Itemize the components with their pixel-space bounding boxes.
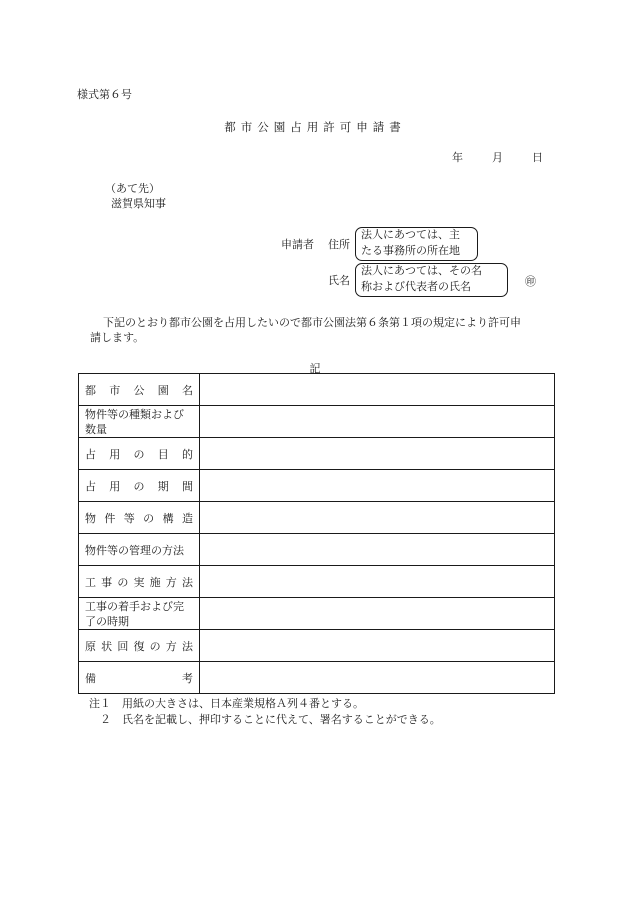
input-cell-remarks[interactable] bbox=[200, 662, 555, 694]
form-number: 様式第６号 bbox=[77, 88, 132, 101]
addressee-label: （あて先） bbox=[105, 182, 160, 195]
table-row bbox=[79, 374, 555, 406]
row-label-park-name: 都 市 公 園 名 bbox=[79, 374, 200, 406]
addressee-name: 滋賀県知事 bbox=[111, 197, 166, 210]
row-label-construction-timing: 工事の着手および完 了の時期 bbox=[79, 598, 200, 630]
input-cell-management[interactable] bbox=[200, 534, 555, 566]
row-label-purpose: 占 用 の 目 的 bbox=[79, 438, 200, 470]
input-cell-period[interactable] bbox=[200, 470, 555, 502]
row-label-remarks: 備 考 bbox=[79, 662, 200, 694]
table-row bbox=[79, 470, 555, 502]
address-label: 住所 bbox=[328, 238, 350, 251]
input-cell-structure[interactable] bbox=[200, 502, 555, 534]
name-note-1: 法人にあつては、その名 bbox=[361, 264, 482, 277]
address-note-2: たる事務所の所在地 bbox=[361, 244, 460, 257]
table-row bbox=[79, 662, 555, 694]
date-year: 年 bbox=[452, 151, 463, 164]
table-row bbox=[79, 406, 555, 438]
seal-mark: ㊞ bbox=[525, 275, 536, 288]
note-1: 注１ 用紙の大きさは、日本産業規格Ａ列４番とする。 bbox=[89, 697, 364, 710]
date-line bbox=[452, 149, 543, 165]
row-label-construction-method: 工 事 の 実 施 方 法 bbox=[79, 566, 200, 598]
input-cell-purpose[interactable] bbox=[200, 438, 555, 470]
ki-heading: 記 bbox=[309, 362, 321, 375]
table-row bbox=[79, 630, 555, 662]
table-row bbox=[79, 534, 555, 566]
note-2: ２ 氏名を記載し、押印することに代えて、署名することができる。 bbox=[100, 713, 441, 726]
row-label-item-type: 物件等の種類および 数量 bbox=[79, 406, 200, 438]
name-label: 氏名 bbox=[328, 274, 350, 287]
address-note-1: 法人にあつては、主 bbox=[361, 228, 460, 241]
applicant-label: 申請者 bbox=[281, 238, 314, 251]
input-cell-item-type[interactable] bbox=[200, 406, 555, 438]
input-cell-construction-method[interactable] bbox=[200, 566, 555, 598]
application-table bbox=[78, 373, 555, 694]
table-row bbox=[79, 566, 555, 598]
row-label-structure: 物 件 等 の 構 造 bbox=[79, 502, 200, 534]
table-row bbox=[79, 502, 555, 534]
row-label-restoration: 原 状 回 復 の 方 法 bbox=[79, 630, 200, 662]
input-cell-construction-timing[interactable] bbox=[200, 598, 555, 630]
name-note-2: 称および代表者の氏名 bbox=[361, 280, 471, 293]
table-row bbox=[79, 598, 555, 630]
form-title: 都市公園占用許可申請書 bbox=[224, 120, 406, 134]
table-row bbox=[79, 438, 555, 470]
date-month: 月 bbox=[492, 151, 503, 164]
body-text-line-1: 下記のとおり都市公園を占用したいので都市公園法第６条第１項の規定により許可申 bbox=[103, 316, 521, 329]
body-text-line-2: 請します。 bbox=[90, 331, 145, 344]
input-cell-restoration[interactable] bbox=[200, 630, 555, 662]
row-label-management: 物件等の管理の方法 bbox=[79, 534, 200, 566]
date-day: 日 bbox=[532, 151, 543, 164]
row-label-period: 占 用 の 期 間 bbox=[79, 470, 200, 502]
input-cell-park-name[interactable] bbox=[200, 374, 555, 406]
